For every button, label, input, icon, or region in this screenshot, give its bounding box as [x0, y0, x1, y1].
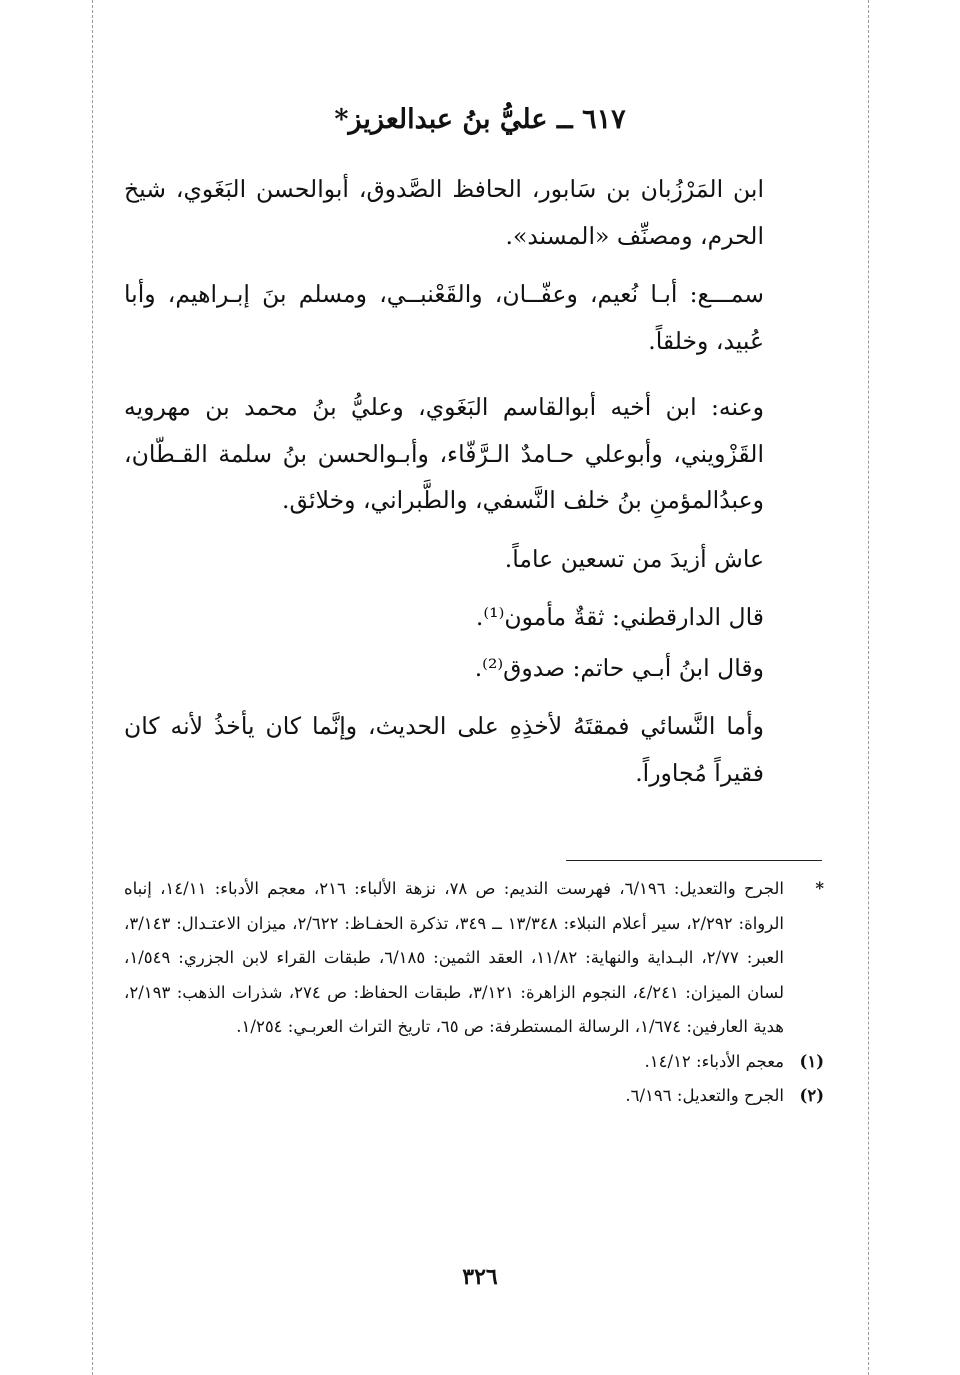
- footnote-separator: [566, 860, 822, 861]
- footnote-marker: (٢): [799, 1086, 824, 1105]
- page-number: ٣٢٦: [462, 1264, 498, 1290]
- footnote-1: [124, 1045, 824, 1080]
- footnote-marker: (١): [799, 1051, 824, 1071]
- footnote-2: [124, 1079, 824, 1114]
- footnote-text: الجرح والتعديل: ٦/١٩٦، فهرست النديم: ص ٧٨، نزهة الألباء: ٢١٦، معجم الأدباء: ١٤/١١، إنباه الرواة: ٢/٢٩٢، سير أعلام النبلاء: ١٣/٣٤٨ ــ ٣٤٩، تذكرة الحفـاظ: ٢/٦٢٢، ميزان الاعتـدال: ٣/١٤٣، العبر: ٢/٧٧، البـداية والنهاية: ١١/٨٢، العقد الثمين: ٦/١٨٥، طبقات القراء لابن الجزري: ١/٥٤٩، لسان الميزان: ٤/٢٤١، النجوم الزاهرة: ٣/١٢١، طبقات الحفاظ: ص ٢٧٤، شذرات الذهب: ٢/١٩٣، هدية العارفين: ١/٦٧٤، الرسالة المستطرفة: ص ٦٥، تاريخ التراث العربـي: ١/٢٥٤.: [124, 879, 785, 1036]
- paragraph-nasai: وأما النَّسائي فمقتَهُ لأخذِهِ على الحديث، وإنَّما كان يأخذُ لأنه كان فقيراً مُجاوراً.: [124, 712, 764, 787]
- entry-body: [124, 166, 764, 796]
- left-crop-guide: [92, 0, 93, 1375]
- paragraph-students: وعنه: ابن أخيه أبوالقاسم البَغَوي، وعليُّ بنُ محمد بن مهرويه القَزْويني، وأبوعلي حـامدٌ الـرَّفّاء، وأبـوالحسن بنُ سلمة القـطّان، وعبدُالمؤمنِ بنُ خلف النَّسفي، والطَّبراني، وخلائق.: [124, 393, 764, 514]
- paragraph-lifespan: عاش أزيدَ من تسعين عاماً.: [504, 544, 764, 573]
- paragraph-daraqutni: قال الدارقطني: ثقةٌ مأمون⁽¹⁾.: [475, 603, 764, 631]
- paragraph-teachers: سمـــع: أبـا نُعيم، وعفّــان، والقَعْنبــي، ومسلم بنَ إبـراهيم، وأبا عُبيد، وخلقاً.: [124, 280, 764, 355]
- footnote-text: الجرح والتعديل: ٦/١٩٦.: [625, 1086, 784, 1105]
- footnote-text: معجم الأدباء: ١٤/١٢.: [644, 1051, 784, 1071]
- paragraph-ibn-abi-hatim: وقال ابنُ أبـي حاتم: صدوق⁽²⁾.: [474, 653, 764, 682]
- footnote-marker: *: [815, 879, 824, 898]
- right-crop-guide: [868, 0, 869, 1375]
- paragraph-lineage: ابن المَرْزُبان بن سَابور، الحافظ الصَّدوق، أبوالحسن البَغَوي، شيخ الحرم، ومصنِّف «المسند».: [124, 175, 764, 250]
- footnotes: [124, 872, 824, 1114]
- footnote-sources: [124, 872, 824, 1045]
- entry-title: ٦١٧ ــ عليُّ بنُ عبدالعزيز*: [334, 104, 626, 135]
